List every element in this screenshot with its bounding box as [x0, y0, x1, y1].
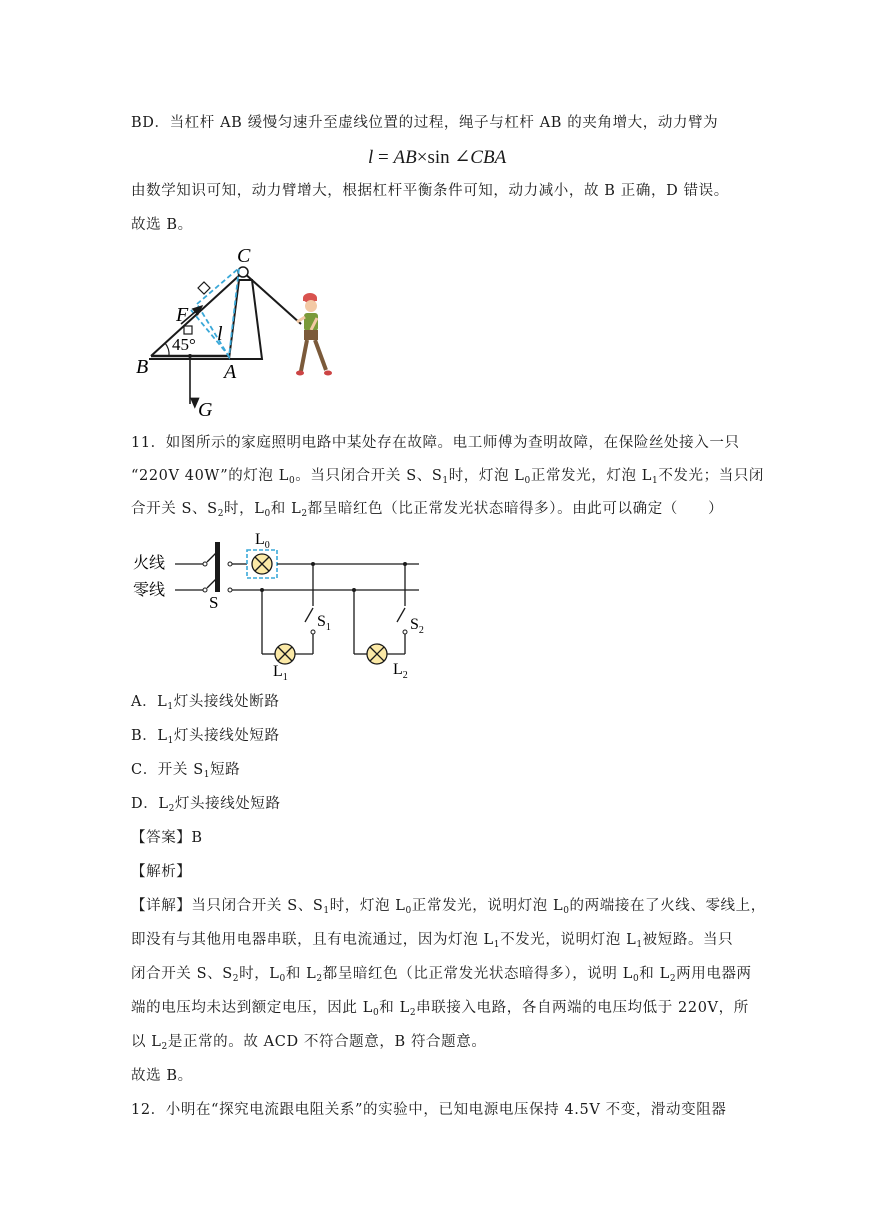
formula-sin: sin — [427, 147, 450, 168]
label-b: B — [136, 356, 149, 378]
option-a[interactable]: A．$L_1$灯头接线处断路 — [131, 694, 280, 712]
switch-s2-label: $S_2$ — [410, 616, 424, 636]
label-f: F — [176, 304, 189, 326]
answer-label: 【答案】 — [131, 830, 192, 846]
detail-line-1: 【详解】当只闭合开关 S、$S_1$时，灯泡 $L_0$正常发光，说明灯泡 $L_0$的两端接在了火线、零线上， — [131, 898, 766, 916]
angle-arc — [165, 343, 169, 356]
intro-line-1: BD．当杠杆 AB 缓慢匀速升至虚线位置的过程，绳子与杠杆 AB 的夹角增大，动力臂为 — [131, 115, 719, 131]
switch-s2 — [397, 608, 405, 622]
question-12-line-1: 12．小明在“探究电流跟电阻关系”的实验中，已知电源电压保持 4.5V 不变，滑动变阻器 — [131, 1102, 727, 1118]
person-illustration — [296, 293, 332, 376]
live-wire-label: 火线 — [133, 555, 166, 572]
question-11-line-1: 11．如图所示的家庭照明电路中某处存在故障。电工师傅为查明故障，在保险丝处接入一只 — [131, 435, 740, 451]
lamp-l0-label: $L_0$ — [255, 531, 270, 551]
question-11-line-3: 合开关 S、$S_2$时，$L_0$和 $L_2$都呈暗红色（比正常发光状态暗得多）。由此可以确定（ ） — [131, 501, 724, 519]
switch-s1 — [305, 608, 313, 622]
neutral-wire-label: 零线 — [133, 582, 166, 599]
formula-ab: AB — [393, 147, 417, 168]
lamp-l1-label: $L_1$ — [273, 663, 288, 683]
circuit-diagram — [131, 528, 431, 688]
switch-s1-label: $S_1$ — [317, 613, 331, 633]
lever-diagram — [131, 242, 351, 420]
lamp-l0 — [252, 554, 272, 574]
formula-times: × — [416, 147, 428, 168]
option-d[interactable]: D．$L_2$灯头接线处短路 — [131, 796, 281, 814]
right-angle-mark — [198, 282, 210, 294]
label-c: C — [237, 245, 251, 267]
detail-line-6: 故选 B。 — [131, 1068, 193, 1084]
intro-line-2: 由数学知识可知，动力臂增大，根据杠杆平衡条件可知，动力减小，故 B 正确，D 错误。 — [131, 183, 729, 199]
angle-marker-square — [184, 326, 192, 334]
label-a: A — [224, 361, 237, 383]
main-switch-s — [215, 542, 220, 592]
detail-line-3: 闭合开关 S、$S_2$时，$L_0$和 $L_2$都呈暗红色（比正常发光状态暗得多），说明 $L_0$和 $L_2$两用电器两 — [131, 966, 752, 984]
lamp-l1 — [275, 644, 295, 664]
option-c[interactable]: C．开关 $S_1$短路 — [131, 762, 241, 780]
rope-to-person — [243, 272, 301, 324]
intro-line-3: 故选 B。 — [131, 217, 193, 233]
answer-value: B — [191, 830, 203, 846]
main-switch-label: S — [209, 593, 219, 612]
detail-line-4: 端的电压均未达到额定电压，因此 $L_0$和 $L_2$串联接入电路，各自两端的电压均低于 220V，所 — [131, 1000, 749, 1018]
lamp-l2 — [367, 644, 387, 664]
answer-line — [131, 828, 203, 848]
label-l: l — [217, 323, 223, 345]
arm-formula — [368, 146, 506, 169]
question-11-line-2: “220V 40W”的灯泡 $L_0$。当只闭合开关 S、$S_1$时，灯泡 $L_0$正常发光，灯泡 $L_1$不发光；当只闭 — [131, 468, 765, 486]
lamp-l2-label: $L_2$ — [393, 661, 408, 681]
formula-lhs: l — [368, 147, 374, 168]
detail-line-5: 以 $L_2$是正常的。故 ACD 不符合题意，B 符合题意。 — [131, 1034, 487, 1052]
formula-eq: = — [373, 147, 394, 168]
detail-line-2: 即没有与其他用电器串联，且有电流通过，因为灯泡 $L_1$不发光，说明灯泡 $L_1$被短路。当只 — [131, 932, 734, 950]
label-g: G — [198, 399, 213, 420]
dashed-perpendicular — [191, 310, 229, 356]
option-b[interactable]: B．$L_1$灯头接线处短路 — [131, 728, 280, 746]
pulley-c — [238, 267, 248, 277]
label-45deg: 45° — [172, 335, 196, 354]
analysis-label: 【解析】 — [131, 864, 192, 880]
formula-angle: ∠CBA — [454, 147, 507, 168]
